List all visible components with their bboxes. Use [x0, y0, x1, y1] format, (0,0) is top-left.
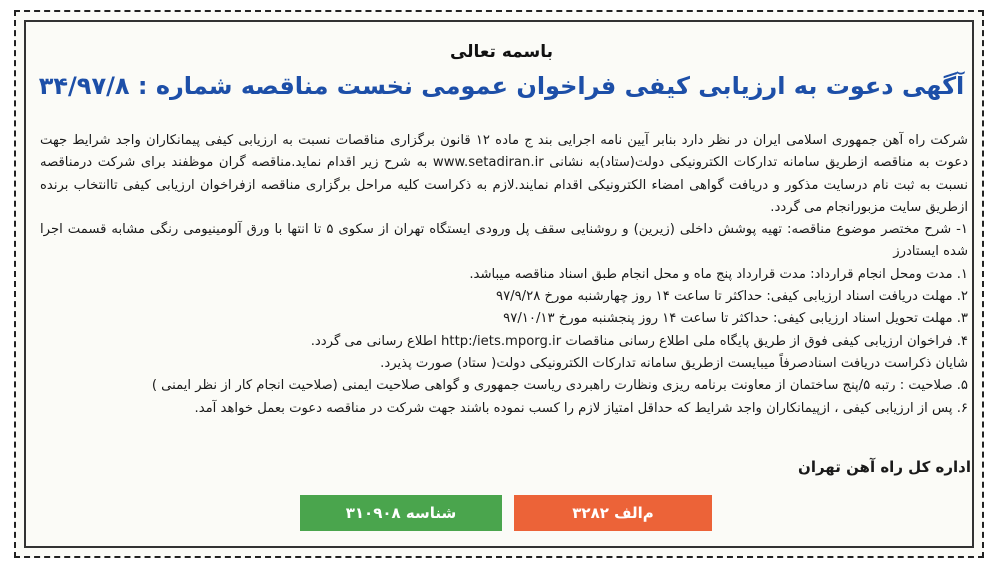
intro-paragraph: شرکت راه آهن جمهوری اسلامی ایران در نظر دارد بنابر آیین نامه اجرایی بند ج ماده ۱۲ قانون برگزاری مناقصات نسبت به ارزیابی کیفی پیمانکاران واجد شرایط جهت دعوت به مناقصه ازطریق سامانه تدارکات الکترونیکی دولت(ستاد)به نشانی www.setadiran.ir به شرح زیر اقدام نماید.مناقصه گران موظفند برای شرکت درمناقصه نسبت به ثبت نام درسایت مذکور و دریافت گواهی امضاء الکترونیکی اقدام نمایند.لازم به ذکراست کلیه مراحل برگزاری مناقصه ازفراخوان ارزیابی کیفی تاانتخاب برنده ازطریق سایت مزبورانجام می گردد. — [40, 133, 969, 215]
item-subject: ۱- شرح مختصر موضوع مناقصه: تهیه پوشش داخلی (زیرین) و روشنایی سقف پل ورودی ایستگاه تهران از سکوی ۵ تا انتها با ورق آلومینیومی رنگی مشابه قسمت اجرا شده ایستادرز — [40, 222, 969, 260]
item-submit-deadline: ۳. مهلت تحویل اسناد ارزیابی کیفی: حداکثر تا ساعت ۱۴ روز پنجشنبه مورخ ۹۷/۱۰/۱۳ — [503, 311, 968, 327]
item-invitation: ۶. پس از ارزیابی کیفی ، ازپیمانکاران واجد شرایط که حداقل امتیاز لازم را کسب نموده باشند جهت شرکت در مناقصه دعوت بعمل خواهد آمد. — [194, 400, 968, 416]
item-duration: ۱. مدت ومحل انجام قرارداد: مدت قرارداد پنج ماه و محل انجام طبق اسناد مناقصه میباشد. — [469, 266, 968, 282]
id-badge: شناسه ۳۱۰۹۰۸ — [300, 495, 502, 531]
basmala-heading: باسمه تعالی — [449, 42, 554, 62]
notice-body — [40, 130, 968, 420]
author-badge: م‌الف ۳۲۸۲ — [514, 495, 712, 531]
item-receive-deadline: ۲. مهلت دریافت اسناد ارزیابی کیفی: حداکثر تا ساعت ۱۴ روز چهارشنبه مورخ ۹۷/۹/۲۸ — [495, 289, 968, 305]
item-qualification: ۵. صلاحیت : رتبه ۵/پنج ساختمان از معاونت برنامه ریزی ونظارت راهبردی ریاست جمهوری و گواهی صلاحیت ایمنی (صلاحیت انجام کار از نظر ایمنی ) — [151, 378, 968, 394]
signature: اداره کل راه آهن تهران — [798, 458, 971, 476]
item-note: شایان ذکراست دریافت اسنادصرفاً میبایست ازطریق سامانه تدارکات الکترونیکی دولت( ستاد) صورت پذیرد. — [380, 355, 968, 371]
notice-title: آگهی دعوت به ارزیابی کیفی فراخوان عمومی نخست مناقصه شماره : ۳۴/۹۷/۸ — [38, 72, 965, 100]
item-announcement: ۴. فراخوان ارزیابی کیفی فوق از طریق پایگاه ملی اطلاع رسانی مناقصات http:/iets.mporg.ir اطلاع رسانی می گردد. — [310, 333, 968, 349]
